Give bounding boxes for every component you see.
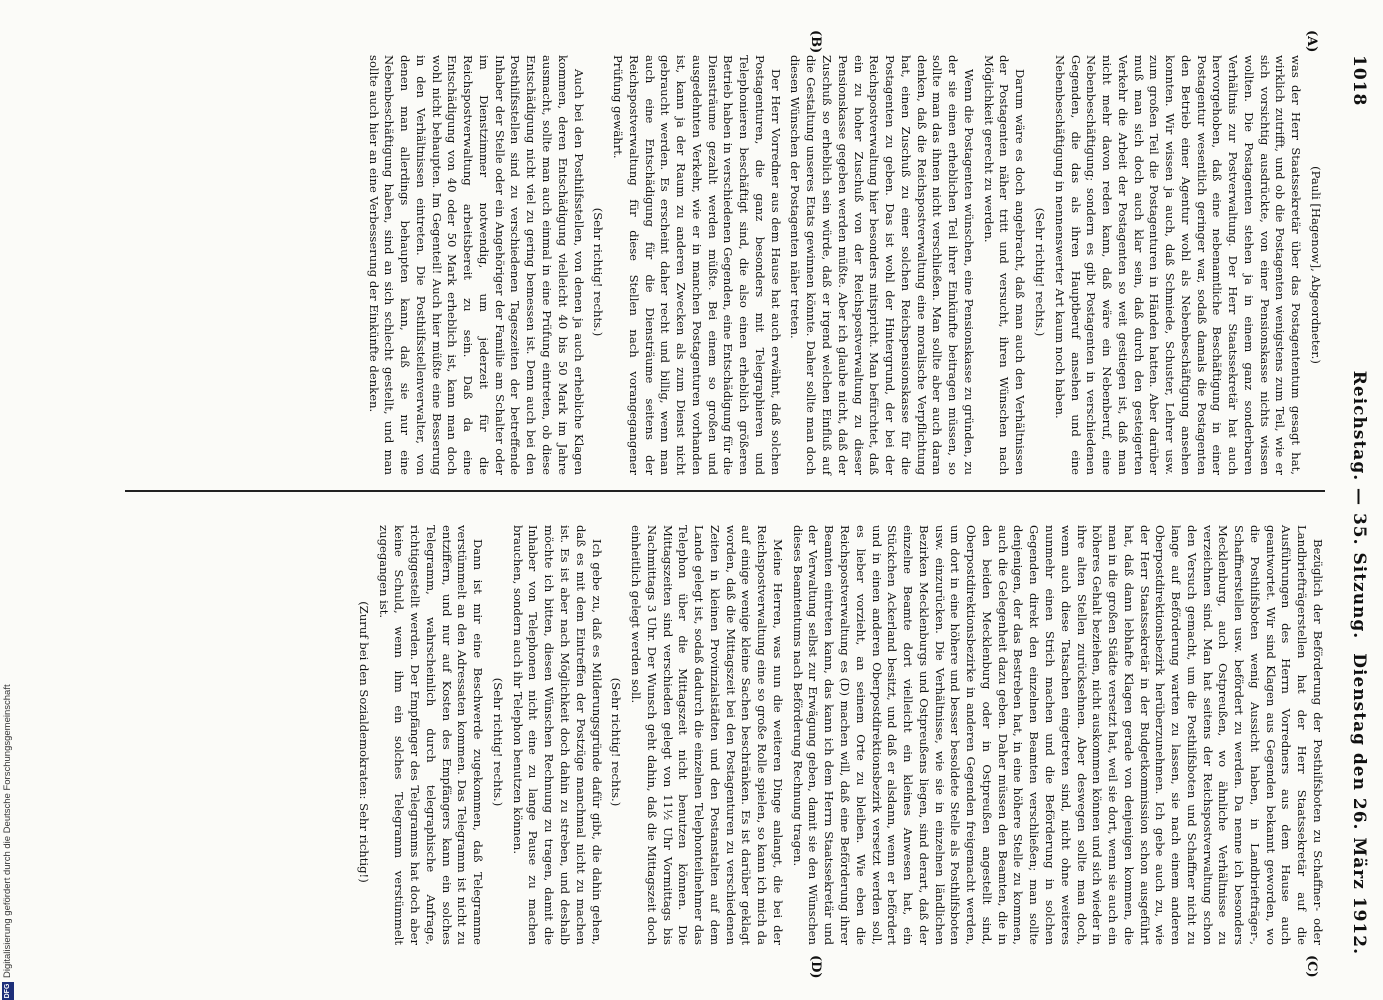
paragraph: Ich gebe zu, daß es Milderungsgründe dafür gibt, die dahin gehen, daß es mit dem Eintreffen der Postzüge manchmal nicht zu machen ist. Es ist aber nach Möglichkeit doch dahin zu streben, und deshalb möchte ich bitten, diesen Wünschen Rechnung zu tragen, damit die Inhaber von Telephonen nicht eine zu lange Pause zu machen brauchen, sondern auch ihr Telephon benutzen können.	[510, 525, 604, 945]
funding-note: Digitalisierung gefördert durch die Deutsche Forschungsgemeinschaft	[2, 684, 13, 978]
page-number: 1018	[1349, 55, 1369, 107]
interjection: (Sehr richtig! rechts.)	[591, 207, 606, 337]
interjection: (Sehr richtig! rechts.)	[490, 677, 505, 807]
margin-marker-d: (D)	[808, 955, 823, 979]
interjection: (Sehr richtig! rechts.)	[1032, 207, 1047, 337]
paragraph: Der Herr Vorredner aus dem Hause hat auch erwähnt, daß solchen Postagenturen, die ganz besonders mit Telegraphieren und Telephonieren beschäftigt sind, die also einen erheblich größeren Betrieb haben in verschiedenen Gegenden, eine Entschädigung für die Diensträume gezahlt werden müßte. Bei einem so großen und ausgedehnten Verkehr, wie er in manchen Postagenturen vorhanden ist, kann ja der Raum zu anderen Zwecken als zum Dienst nicht gebraucht werden. Es erscheint daher recht und billig, wenn man auch eine Entschädigung für die Diensträume seitens der Reichspostverwaltung für diese Stellen nach vorangegangener Prüfung gewährt.	[611, 55, 783, 475]
column-divider	[125, 490, 1325, 492]
paragraph: Wenn die Postagenten wünschen, eine Pensionskasse zu gründen, zu der sie einen erheblichen Teil ihrer Einkünfte beitragen müssen, so sollte man das ihnen nicht verschließen. Man sollte aber auch daran denken, daß die Reichspostverwaltung eine moralische Verpflichtung hat, einen Zuschuß zu einer solchen Reichspensionskasse für die Postagenten zu geben. Das ist wohl der Hintergrund, der bei der Reichspostverwaltung hier besonders mitspricht. Man befürchtet, daß ein zu hoher Zuschuß von der Reichspostverwaltung zu dieser Pensionskasse gegeben werden müßte. Aber ich glaube nicht, daß der Zuschuß so erheblich sein würde, daß er irgend welchen Einfluß auf die Gestaltung unseres Etats gewinnen könnte. Daher sollte man doch diesen Wünschen der Postagenten näher treten.	[788, 55, 976, 475]
speaker-line: (Pauli [Hagenow], Abgeordneter.)	[1309, 166, 1323, 364]
right-text-column	[351, 525, 1325, 945]
dfg-logo: DFG	[2, 982, 14, 1000]
page-header	[1339, 55, 1375, 955]
paragraph: was der Herr Staatssekretär über das Postagententum gesagt hat, wirklich zutrifft, und ob die Postagenten wenigstens zum Teil, wie er sich vorsichtig ausdrückte, von einer Pensionskasse nichts wissen wollten. Die Postagenten stehen ja in einem ganz sonderbaren Verhältnis zur Postverwaltung. Der Herr Staatssekretär hat auch hervorgehoben, daß eine nebenamtliche Beschäftigung in einer Postagentur wesentlich geringer war, sodaß damals die Postagenten den Betrieb einer Agentur wohl als Nebenbeschäftigung ansehen konnten. Wir wissen ja auch, daß Schmiede, Schuster, Lehrer usw. zum großen Teil die Postagenturen in Händen hatten. Aber darüber muß man sich doch auch klar sein, daß durch den gesteigerten Verkehr die Arbeit der Postagenten so weit gestiegen ist, daß man nicht mehr davon reden kann, daß wäre ein Nebenberuf, eine Nebenbeschäftigung; sondern es gibt Postagenten in verschiedenen Gegenden, die das als ihren Hauptberuf ansehen und eine Nebenbeschäftigung in nennenswerter Art kaum noch haben.	[1052, 55, 1304, 475]
margin-marker-c: (C)	[1304, 955, 1319, 978]
paragraph: Bezüglich der Beförderung der Posthilfsboten zu Schaffner- oder Landbriefträgerstellen hat der Herr Staatssekretär auf die Ausführungen des Herrn Vorredners aus dem Hause auch geantwortet. Wir sind Klagen aus Gegenden bekannt geworden, wo die Posthilfsboten wenig Aussicht haben, in Landbriefträger-, Schaffnerstellen usw. befördert zu werden. Da nenne ich besonders Mecklenburg, auch Ostpreußen, wo ähnliche Verhältnisse zu verzeichnen sind. Man hat seitens der Reichspostverwaltung schon den Versuch gemacht, um die Posthilfsboten und Schaffner nicht zu lange auf Beförderung warten zu lassen, sie nach einem anderen Oberpostdirektionsbezirk herüberzunehmen. Ich gebe auch zu, wie der Herr Staatssekretär in der Budgetkommission schon ausgeführt hat, daß dann lebhafte Klagen gerade von denjenigen kommen, die man in die großen Städte versetzt hat, weil sie dort, wenn sie auch ein höheres Gehalt beziehen, nicht auskommen können und sich wieder in ihre alten Stellen zurücksehnen. Aber deswegen sollte man doch, wenn auch diese Tatsachen eingetreten sind, nicht ohne weiteres nunmehr einen Strich machen und die Beförderung in solchen Gegenden direkt den einzelnen Beamten verschließen; man sollte denjenigen, der das Bestreben hat, in eine höhere Stelle zu kommen, auch die Gelegenheit dazu geben. Daher müssen den Beamten, die in den beiden Mecklenburg oder in Ostpreußen angestellt sind, Oberpostdirektionsbezirke in anderen Gegenden freigemacht werden, um dort in eine höhere und besser besoldete Stelle als Posthilfsboten usw. einzurücken. Die Verhältnisse, wie sie in einzelnen ländlichen Bezirken Mecklenburgs und Ostpreußens liegen, sind derart, daß der einzelne Beamte dort vielleicht ein kleines Anwesen hat, ein Stückchen Ackerland besitzt, und daß er alsdann, wenn er befördert und in einen anderen Oberpostdirektionsbezirk versetzt werden soll, es lieber vorzieht, an seinem Orte zu bleiben. Wie eben die Reichspostverwaltung es (D) machen will, daß eine Beförderung ihrer Beamten eintreten kann, das kann ich dem Herrn Staatssekretär und der Verwaltung selbst zur Erwägung geben, damit sie den Wünschen dieses Beamtentums nach Beförderung Rechnung tragen.	[790, 525, 1325, 945]
interjection: (Sehr richtig! rechts.)	[609, 677, 624, 807]
interjection: (Zuruf bei den Sozialdemokraten: Sehr richtig!)	[356, 601, 371, 883]
paragraph: Auch bei den Posthilfsstellen, von denen ja auch erhebliche Klagen kommen, deren Entschädigung vielleicht 40 bis 50 Mark im Jahre ausmacht, sollte man auch einmal in eine Prüfung eintreten, ob diese Entschädigung nicht viel zu gering bemessen ist. Denn auch bei den Posthilfsstellen sind zu verschiedenen Tageszeiten der betreffende Inhaber der Stelle oder ein Angehöriger der Familie am Schalter oder im Dienstzimmer notwendig, um jederzeit für die Reichspostverwaltung arbeitsbereit zu sein. Daß da eine Entschädigung von 40 oder 50 Mark erheblich ist, kann man doch wohl nicht behaupten. Im Gegenteil! Auch hier müßte eine Besserung in den Verhältnissen eintreten. Die Posthilfsstellenverwalter, von denen man allerdings behaupten kann, daß sie nur eine Nebenbeschäftigung haben, sind an sich schlecht gestellt, und man sollte auch hier an eine Verbesserung der Einkünfte denken.	[366, 55, 586, 475]
paragraph: Darum wäre es doch angebracht, daß man auch den Verhältnissen der Postagenten näher tritt und versucht, ihren Wünschen nach Möglichkeit gerecht zu werden.	[981, 55, 1028, 475]
paragraph: Dann ist mir eine Beschwerde zugekommen, daß Telegramme verstümmelt an den Adressaten kommen. Das Telegramm ist nicht zu entziffern, und nur auf Kosten des Empfängers kann ein solches Telegramm, wahrscheinlich durch telegraphische Anfrage, richtiggestellt werden. Der Empfänger des Telegramms hat doch aber keine Schuld, wenn ihm ein solches Telegramm verstümmelt zugegangen ist.	[376, 525, 486, 945]
left-text-column	[361, 55, 1325, 475]
header-title: Reichstag. — 35. Sitzung.	[1349, 370, 1369, 640]
margin-marker-a: (A)	[1304, 30, 1319, 53]
paragraph: Meine Herren, was nun die weiteren Dinge anlangt, die bei der Reichspostverwaltung eine so große Rolle spielen, so kann ich mich da auf einige wenige kleine Sachen beschränken. Es ist darüber geklagt worden, daß die Mittagszeit bei den Postagenturen zu verschiedenen Zeiten in kleinen Provinzialstädten und den Postanstalten auf dem Lande gelegt ist, sodaß dadurch die einzelnen Telephonteilnehmer das Telephon über die Mittagszeit nicht benutzen können. Die Mittagszeiten sind verschieden gelegt von 11½ Uhr Vormittags bis Nachmittags 3 Uhr. Der Wunsch geht dahin, daß die Mittagszeit doch einheitlich gelegt werden soll.	[629, 525, 785, 945]
header-date: Dienstag den 26. März 1912.	[1349, 653, 1369, 955]
margin-marker-b: (B)	[808, 30, 823, 54]
footer-strip	[2, 0, 16, 1000]
